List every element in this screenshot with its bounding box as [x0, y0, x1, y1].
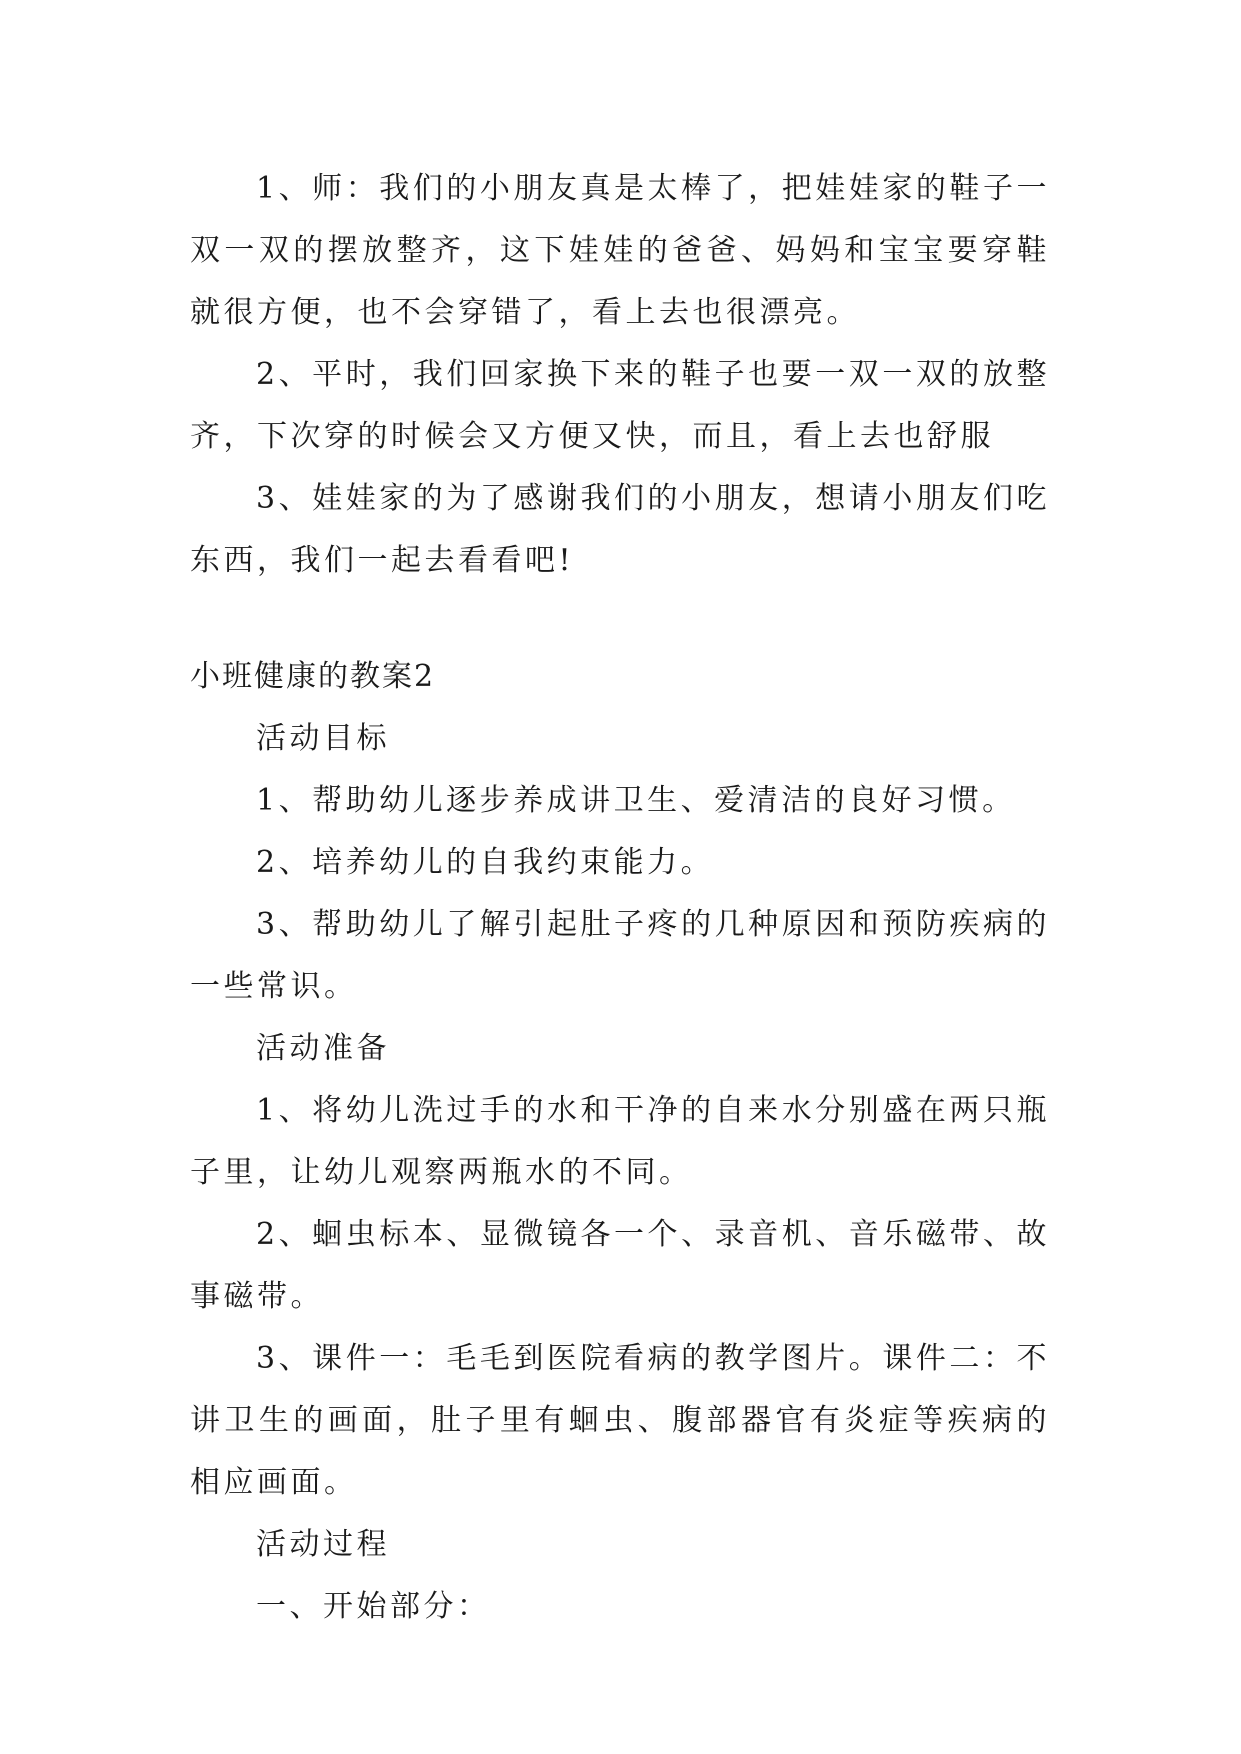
preparation-item: 3、课件一：毛毛到医院看病的教学图片。课件二：不讲卫生的画面，肚子里有蛔虫、腹部器官有炎症等疾病的相应画面。 [190, 1341, 1050, 1500]
preparation-item: 1、将幼儿洗过手的水和干净的自来水分别盛在两只瓶子里，让幼儿观察两瓶水的不同。 [190, 1093, 1050, 1190]
heading-activity-process: 活动过程 [256, 1527, 390, 1562]
heading-activity-preparation: 活动准备 [256, 1031, 390, 1066]
process-part-start: 一、开始部分： [256, 1589, 491, 1624]
preparation-item: 2、蛔虫标本、显微镜各一个、录音机、音乐磁带、故事磁带。 [190, 1217, 1050, 1314]
goal-item: 1、帮助幼儿逐步养成讲卫生、爱清洁的良好习惯。 [256, 783, 1016, 818]
document-body [190, 158, 1050, 1638]
goal-item: 2、培养幼儿的自我约束能力。 [256, 845, 715, 880]
section-title: 小班健康的教案2 [190, 659, 436, 694]
paragraph-doll-house-invite: 3、娃娃家的为了感谢我们的小朋友，想请小朋友们吃东西，我们一起去看看吧! [190, 481, 1050, 578]
paragraph-teacher-praise: 1、师：我们的小朋友真是太棒了，把娃娃家的鞋子一双一双的摆放整齐，这下娃娃的爸爸、妈妈和宝宝要穿鞋就很方便，也不会穿错了，看上去也很漂亮。 [190, 171, 1050, 330]
paragraph-tidy-shoes: 2、平时，我们回家换下来的鞋子也要一双一双的放整齐，下次穿的时候会又方便又快，而且，看上去也舒服 [190, 357, 1050, 454]
goal-item: 3、帮助幼儿了解引起肚子疼的几种原因和预防疾病的一些常识。 [190, 907, 1050, 1004]
heading-activity-goals: 活动目标 [256, 721, 390, 756]
